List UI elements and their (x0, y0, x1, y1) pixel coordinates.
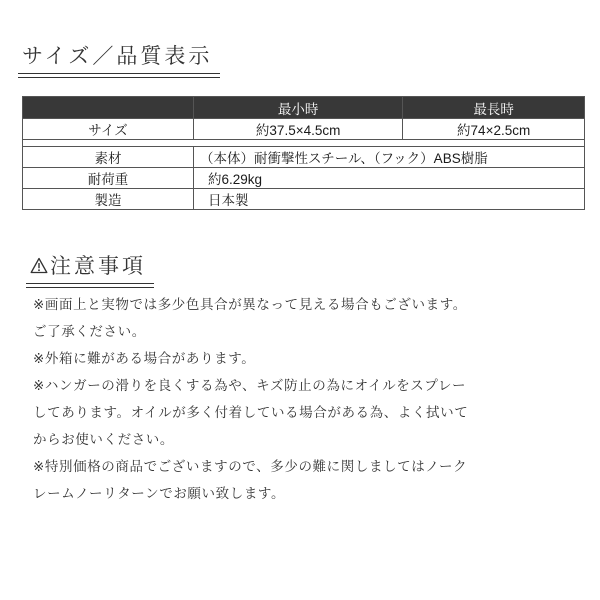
load-label-cell: 耐荷重 (23, 168, 194, 189)
note-line: レームノーリターンでお願い致します。 (33, 486, 286, 502)
material-label-cell: 素材 (23, 147, 194, 168)
table-row (23, 189, 585, 210)
header-blank-cell (23, 97, 194, 119)
table-row (23, 168, 585, 189)
note-line: からお使いください。 (33, 432, 174, 448)
note-line: ※画面上と実物では多少色具合が異なって見える場合もございます。 (33, 297, 467, 313)
size-max-cell: 約74×2.5cm (403, 119, 585, 140)
note-line: ※外箱に難がある場合があります。 (33, 351, 256, 367)
note-line: ご了承ください。 (33, 324, 146, 340)
caution-heading-text: 注意事項 (50, 254, 146, 278)
size-label-cell: サイズ (23, 119, 194, 140)
heading-underline (18, 77, 220, 78)
table-row (23, 147, 585, 168)
caution-notes (33, 292, 573, 508)
size-row (23, 119, 585, 140)
table-gap-row (23, 140, 585, 147)
origin-value-cell: 日本製 (194, 189, 585, 210)
spec-table (22, 96, 585, 210)
heading-underline (26, 287, 154, 288)
note-line: ※特別価格の商品でございますので、多少の難に関しましてはノーク (33, 459, 468, 475)
caution-heading (30, 250, 146, 280)
size-min-cell: 約37.5×4.5cm (194, 119, 403, 140)
gap-cell (23, 140, 585, 147)
header-min-cell: 最小時 (194, 97, 403, 119)
table-header-row (23, 97, 585, 119)
heading-underline (18, 73, 220, 74)
load-value-cell: 約6.29kg (194, 168, 585, 189)
spec-heading-text: サイズ／品質表示 (22, 44, 213, 68)
origin-label-cell: 製造 (23, 189, 194, 210)
heading-underline (26, 283, 154, 284)
spec-heading (22, 40, 212, 70)
warning-triangle-icon (30, 257, 48, 274)
note-line: ※ハンガーの滑りを良くする為や、キズ防止の為にオイルをスプレー (33, 378, 467, 394)
note-line: してあります。オイルが多く付着している場合がある為、よく拭いて (33, 405, 469, 421)
material-value-cell: （本体）耐衝撃性スチール、（フック）ABS樹脂 (194, 147, 585, 168)
header-max-cell: 最長時 (403, 97, 585, 119)
